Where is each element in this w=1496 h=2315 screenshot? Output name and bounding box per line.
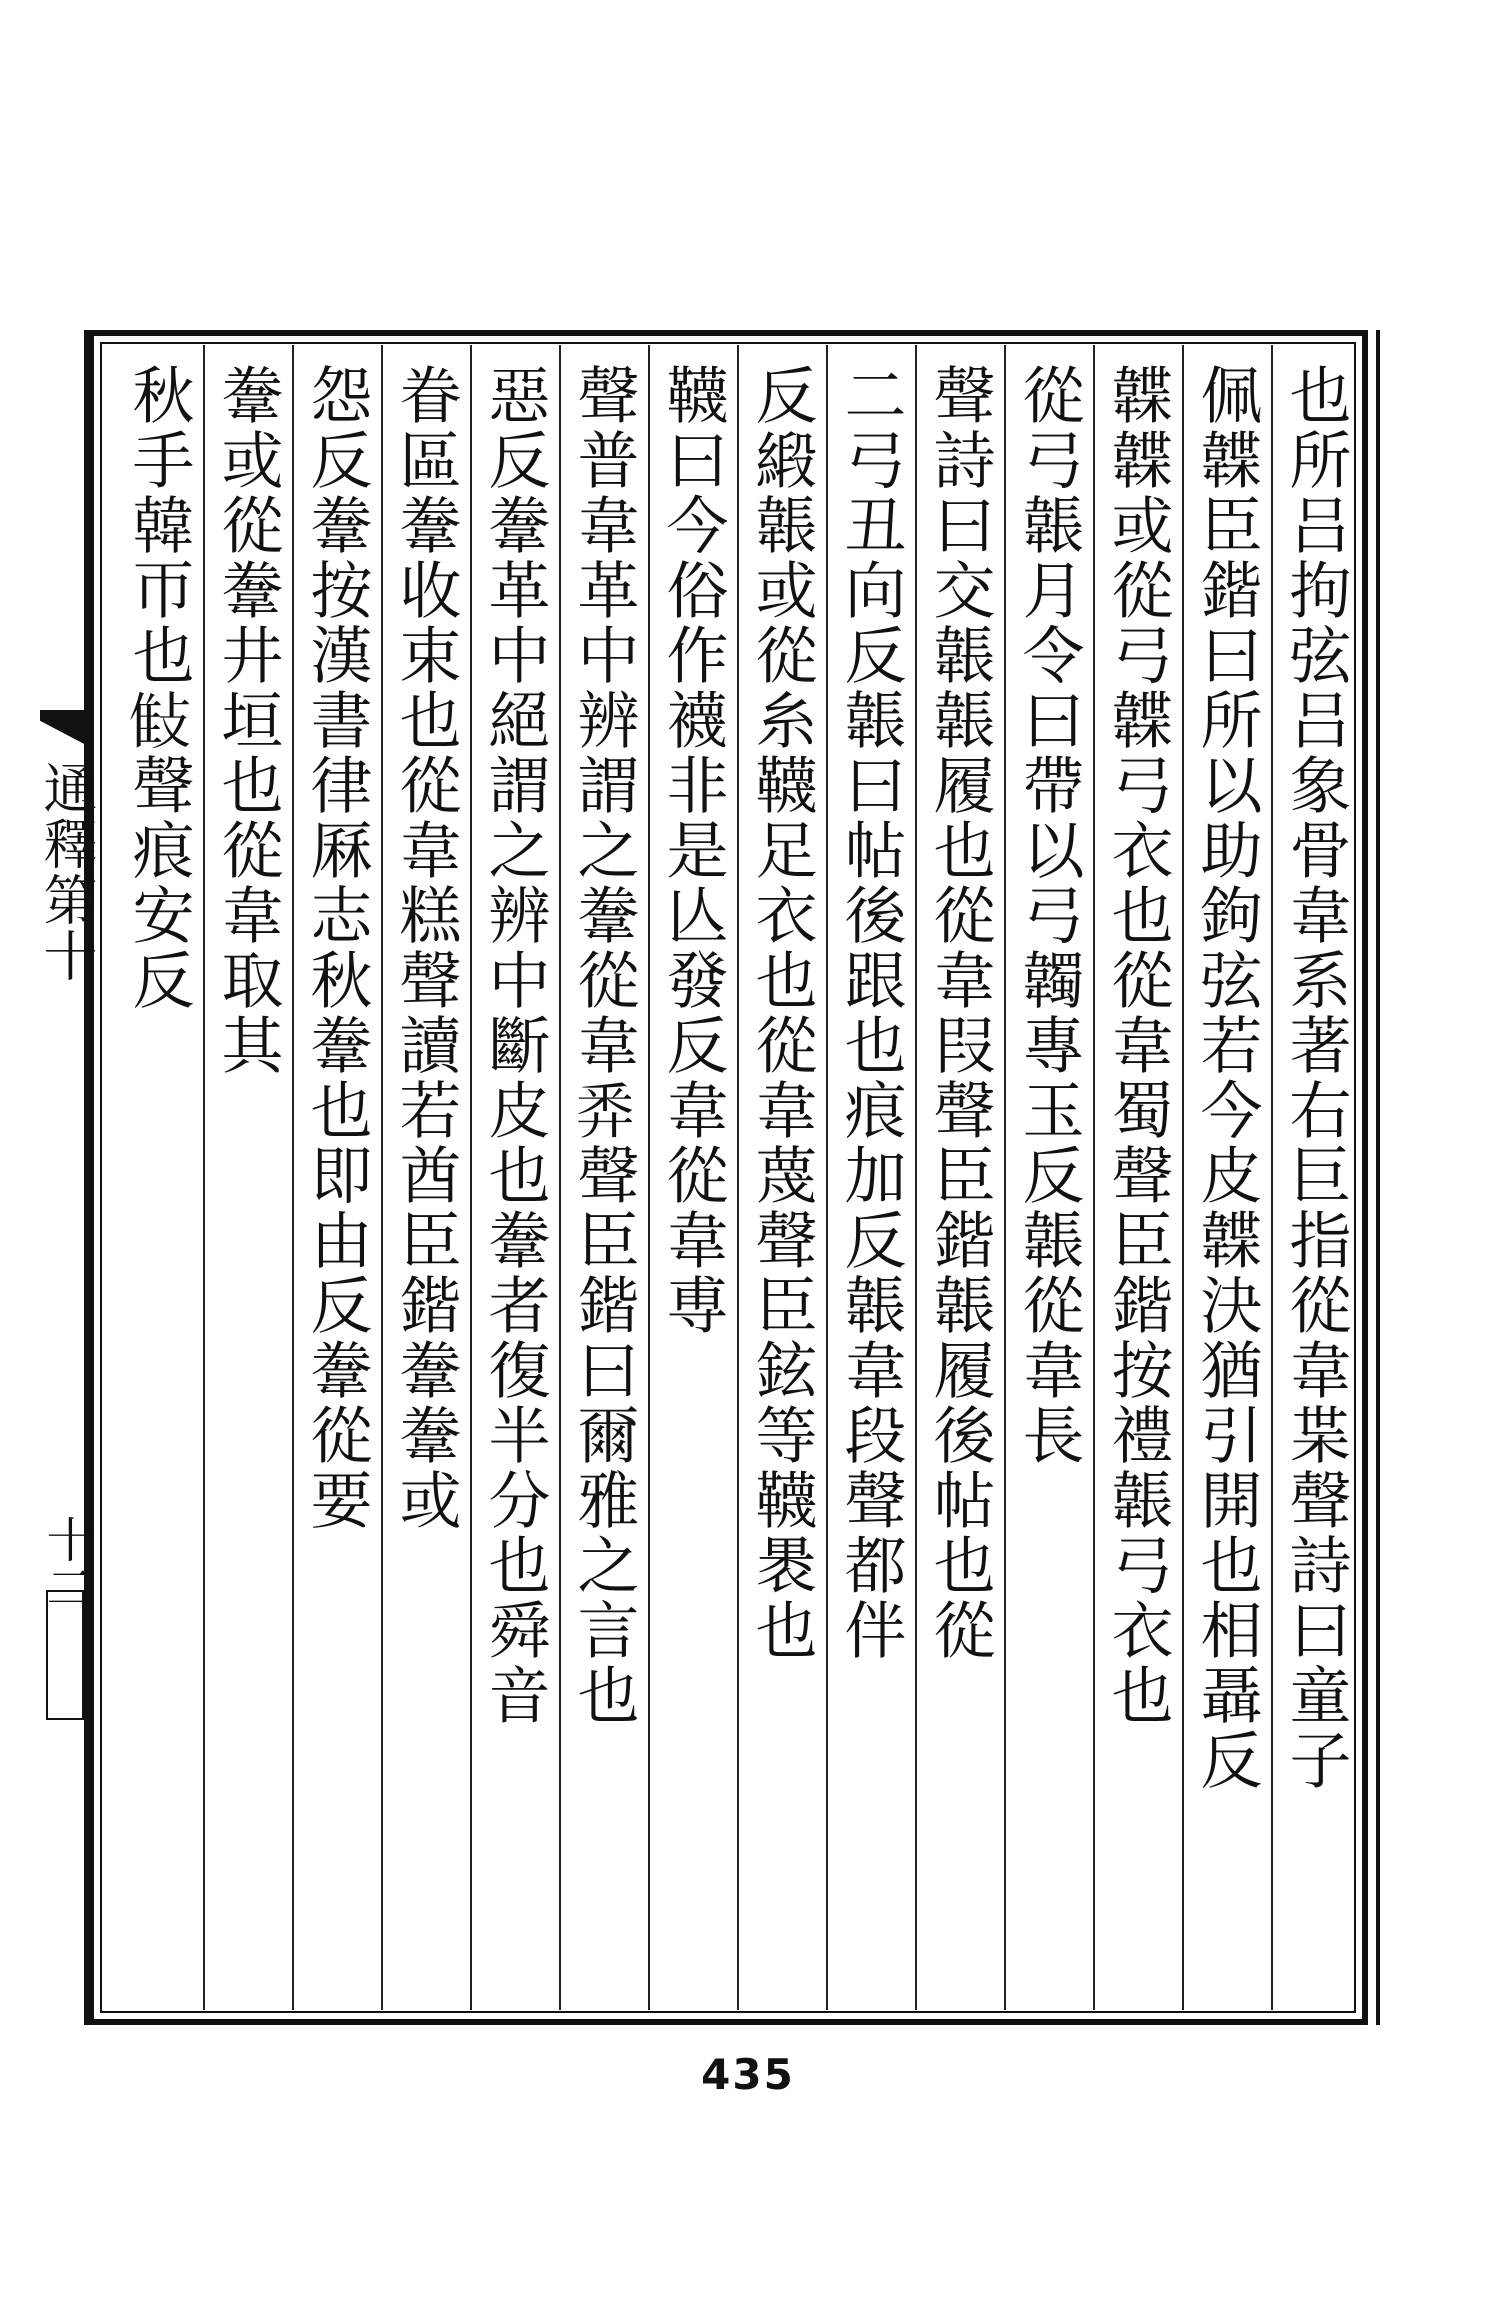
text-column: 怨反韏按漢書律厤志秋韏也即由反韏從要 — [292, 345, 381, 2010]
text-column: 惡反韏革中絕謂之辨中斷皮也韏者復半分也舜音 — [470, 345, 559, 2010]
text-column: 也所吕拘弦吕象骨韋系著右巨指從韋枼聲詩曰童子 — [1271, 345, 1360, 2010]
text-column: 聲詩曰交韔韔履也從韋叚聲臣鍇韔履後帖也從 — [915, 345, 1004, 2010]
spine-folio: 十二 — [38, 1515, 94, 1611]
spine-title: 通釋第十 — [35, 760, 98, 984]
spine-rule — [84, 330, 88, 2025]
text-column: 從弓韔月令曰帶以弓韣專玉反韔從韋長 — [1004, 345, 1093, 2010]
text-column: 韏或從韏井垣也從韋取其 — [203, 345, 292, 2010]
spine-box — [46, 1590, 84, 1720]
page-number: 435 — [701, 2050, 795, 2099]
text-column: 佩韘臣鍇曰所以助鉤弦若今皮韘決猶引開也相聶反 — [1182, 345, 1271, 2010]
text-columns — [100, 345, 1360, 2010]
fore-edge-strip — [35, 330, 98, 2025]
fish-tail-mark — [40, 710, 88, 746]
text-column: 反緞韔或從糸韈足衣也從韋蔑聲臣鉉等韈褁也 — [737, 345, 826, 2010]
text-column: 韈曰今俗作襪非是亾發反韋從韋尃 — [648, 345, 737, 2010]
text-column: 眷區韏收束也從韋糕聲讀若酋臣鍇韏韏或 — [381, 345, 470, 2010]
text-column: 聲普韋革中辨謂之韏從韋𢍏聲臣鍇曰爾雅之言也 — [559, 345, 648, 2010]
right-margin-rule — [1376, 330, 1380, 2025]
text-column: 韘韘或從弓韘弓衣也從韋蜀聲臣鍇按禮韔弓衣也 — [1093, 345, 1182, 2010]
text-column: 秋手韓帀也𢽝聲痕安反 — [122, 363, 195, 1013]
text-column: 二弓丑向反韔曰帖後跟也痕加反韔韋段聲都伴 — [826, 345, 915, 2010]
